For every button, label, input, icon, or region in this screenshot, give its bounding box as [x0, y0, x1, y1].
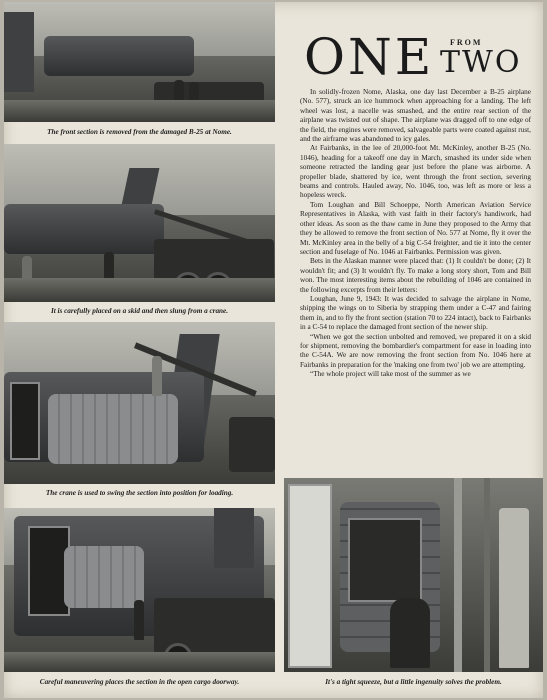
photo-cargo-doorway [4, 508, 275, 672]
article-paragraph: Bets in the Alaskan manner were placed that: (1) It couldn't be done; (2) It wouldn't fit; and (3) It wouldn't fly. To make a long story short, Tom and Bill won. The most interesting items about the rebuilding of 1046 are contained in the following excerpts from their letters: [300, 257, 531, 294]
article-paragraph: At Fairbanks, in the lee of 20,000-foot Mt. McKinley, another B-25 (No. 1046), heading for a takeoff one day in March, smashed its under side when someone retracted the landing gear just before the plane was airborne. A propeller blade, shattered by ice, went through the front section, severing beams and controls. Hauled away, No. 1046, too, was left as more or less a hopeless wreck. [300, 144, 531, 200]
article-paragraph: Loughan, June 9, 1943: It was decided to salvage the airplane in Nome, shipping the wings on to Siberia by strapping them under a C-47 and fairing them in, and to fly the front section (station 70 to 224 intact), back to Fairbanks in a C-54 to replace the damaged front section of the newer ship. [300, 294, 531, 332]
caption-photo-5: It's a tight squeeze, but a little ingenuity solves the problem. [325, 678, 502, 686]
article-body [300, 88, 531, 380]
photo-tight-squeeze [284, 478, 543, 672]
article-paragraph: “The whole project will take most of the summer as we [310, 370, 471, 379]
article-title [304, 28, 530, 86]
caption-photo-4: Careful maneuvering places the section in the open cargo doorway. [39, 678, 240, 686]
photo-b25-nome [4, 2, 275, 122]
caption-photo-1: The front section is removed from the damaged B-25 at Nome. [47, 128, 232, 136]
title-two: TWO [440, 45, 522, 80]
magazine-page [4, 2, 543, 698]
title-one: ONE [304, 28, 435, 86]
article-paragraph: “When we got the section unbolted and removed, we prepared it on a skid for shipment, removing the bombardier's compartment for ease in loading into the C-54A. We are now removing the front section from No. 1046 here at Fairbanks in preparation for the 'making one from two' job we are attempting. [300, 332, 531, 369]
article-paragraph: In solidly-frozen Nome, Alaska, one day last December a B-25 airplane (No. 577), struck an ice hummock when approaching for a landing. The left wheel was lost, a nacelle was smashed, and the entire rear section of the airplane was twisted out of shape. The airplane was dragged off to one edge of the field, the engines were removed, salvageable parts were coated against rust, and the airframe was abandoned to icy gales. [300, 88, 531, 144]
caption-photo-2: It is carefully placed on a skid and then slung from a crane. [50, 307, 229, 315]
article-paragraph: Tom Loughan and Bill Schoeppe, North American Aviation Service Representatives in Alaska, with vast faith in their factory's handiwork, had other ideas. As soon as the thaw came in June they proposed to the Army that they be allowed to remove the front section of No. 577 at Nome, fly it over the Mt. McKinley area in the belly of a big C-54 freighter, and tie it into the center section and fuselage of No. 1046 at Fairbanks. Permission was given. [300, 200, 531, 256]
caption-photo-3: The crane is used to swing the section into position for loading. [45, 489, 234, 497]
photo-crane-swing [4, 322, 275, 484]
title-from: FROM [450, 38, 483, 47]
photo-skid-crane [4, 144, 275, 302]
